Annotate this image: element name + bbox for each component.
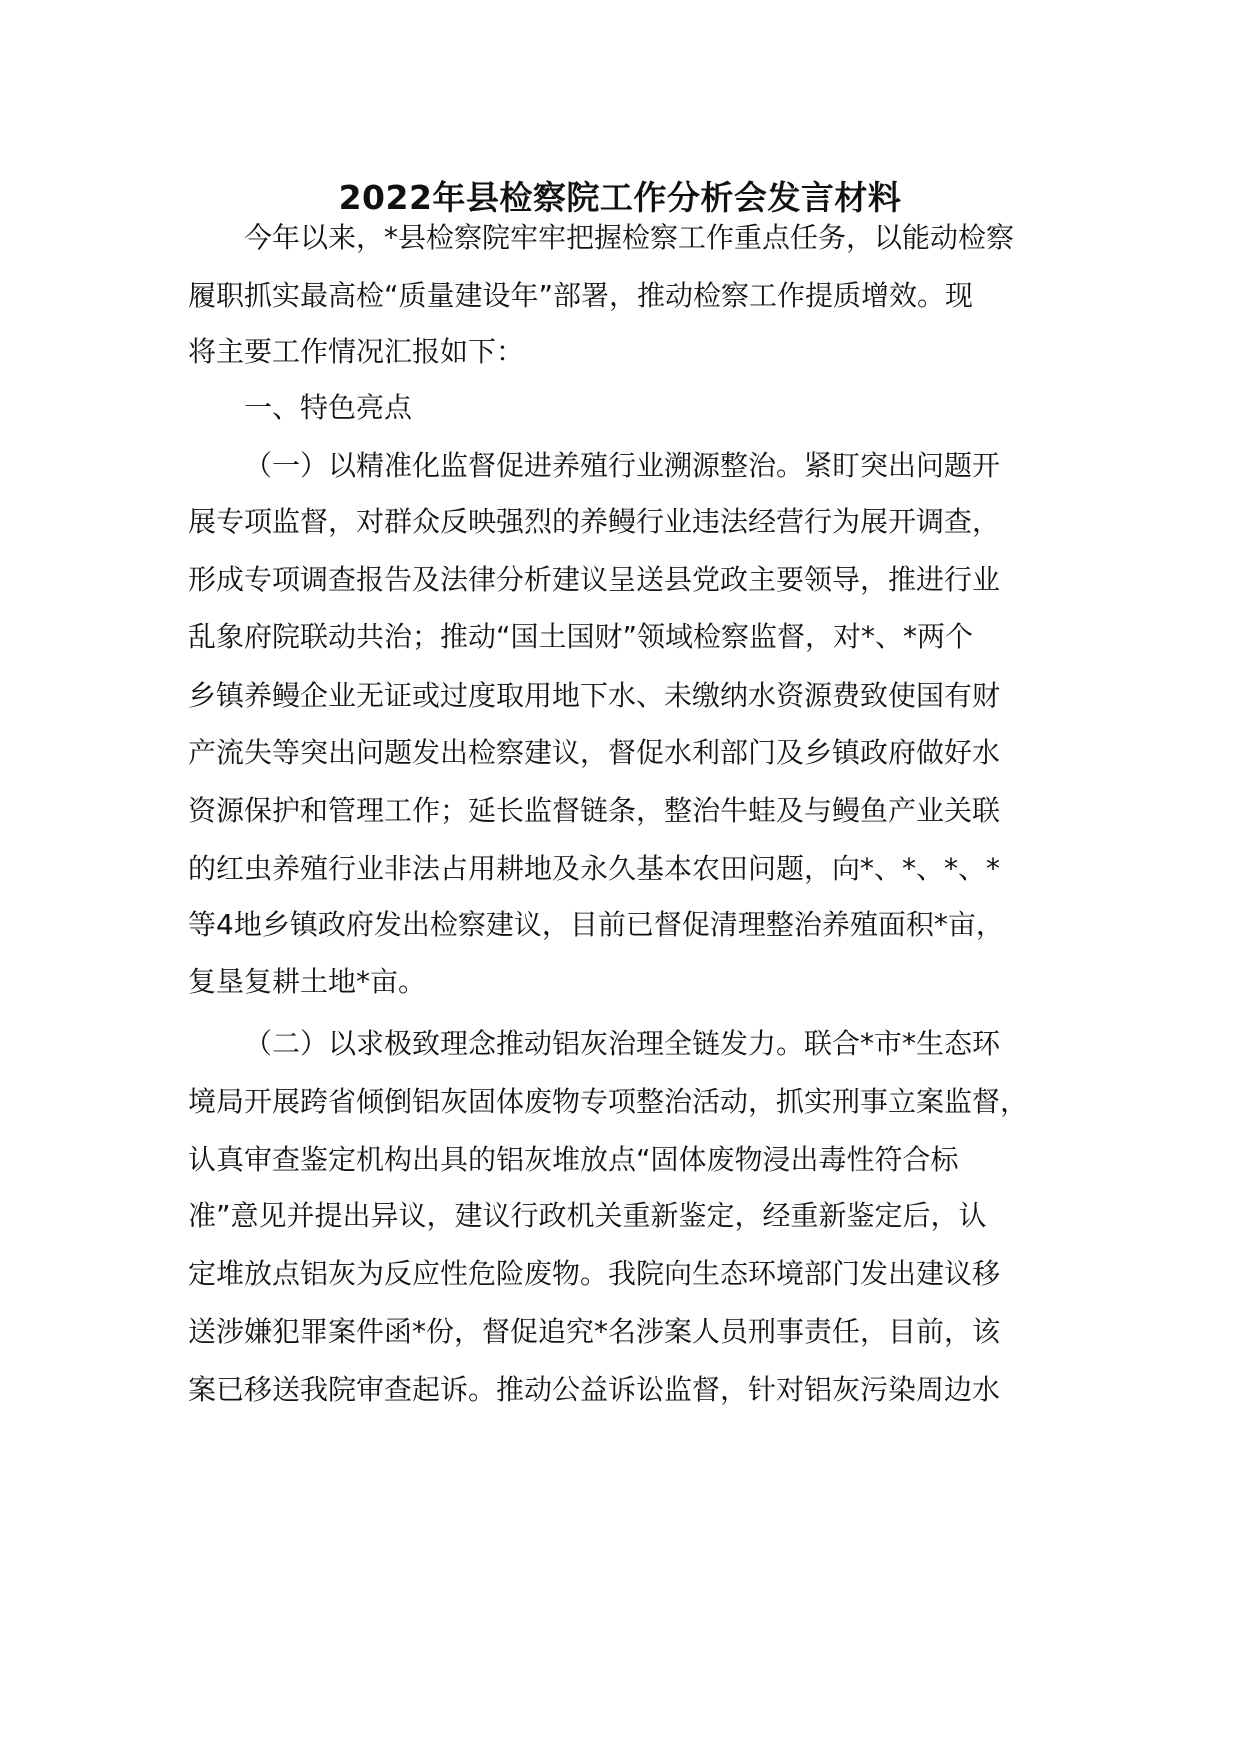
- paragraph-line: 送涉嫌犯罪案件函*份，督促追究*名涉案人员刑事责任，目前，该: [188, 1315, 1001, 1348]
- paragraph-line: 准”意见并提出异议，建议行政机关重新鉴定，经重新鉴定后，认: [188, 1199, 987, 1232]
- section-heading: 一、特色亮点: [244, 391, 413, 424]
- paragraph-line: 乱象府院联动共治；推动“国土国财”领域检察监督，对*、*两个: [188, 620, 974, 653]
- paragraph-line: 复垦复耕土地*亩。: [188, 965, 427, 998]
- paragraph-line: 产流失等突出问题发出检察建议，督促水利部门及乡镇政府做好水: [188, 736, 1001, 769]
- paragraph-line: 将主要工作情况汇报如下：: [188, 335, 525, 368]
- paragraph-line: 乡镇养鳗企业无证或过度取用地下水、未缴纳水资源费致使国有财: [188, 679, 1001, 712]
- document-title: 2022年县检察院工作分析会发言材料: [338, 178, 902, 217]
- paragraph-line: 今年以来，*县检察院牢牢把握检察工作重点任务，以能动检察: [244, 221, 1015, 254]
- paragraph-line: 认真审查鉴定机构出具的铝灰堆放点“固体废物浸出毒性符合标: [188, 1143, 959, 1176]
- paragraph-line: 等4地乡镇政府发出检察建议，目前已督促清理整治养殖面积*亩，: [188, 908, 1004, 941]
- paragraph-line: （二）以求极致理念推动铝灰治理全链发力。联合*市*生态环: [244, 1027, 1001, 1060]
- paragraph-line: （一）以精准化监督促进养殖行业溯源整治。紧盯突出问题开: [244, 449, 1001, 482]
- paragraph-line: 展专项监督，对群众反映强烈的养鳗行业违法经营行为展开调查，: [188, 505, 1001, 538]
- paragraph-line: 的红虫养殖行业非法占用耕地及永久基本农田问题，向*、*、*、*: [188, 852, 1001, 885]
- paragraph-line: 定堆放点铝灰为反应性危险废物。我院向生态环境部门发出建议移: [188, 1257, 1001, 1290]
- paragraph-line: 形成专项调查报告及法律分析建议呈送县党政主要领导，推进行业: [188, 563, 1001, 596]
- paragraph-line: 案已移送我院审查起诉。推动公益诉讼监督，针对铝灰污染周边水: [188, 1373, 1001, 1406]
- paragraph-line: 资源保护和管理工作；延长监督链条，整治牛蛙及与鳗鱼产业关联: [188, 794, 1001, 827]
- paragraph-line: 履职抓实最高检“质量建设年”部署，推动检察工作提质增效。现: [188, 279, 974, 312]
- paragraph-line: 境局开展跨省倾倒铝灰固体废物专项整治活动，抓实刑事立案监督，: [188, 1085, 1029, 1118]
